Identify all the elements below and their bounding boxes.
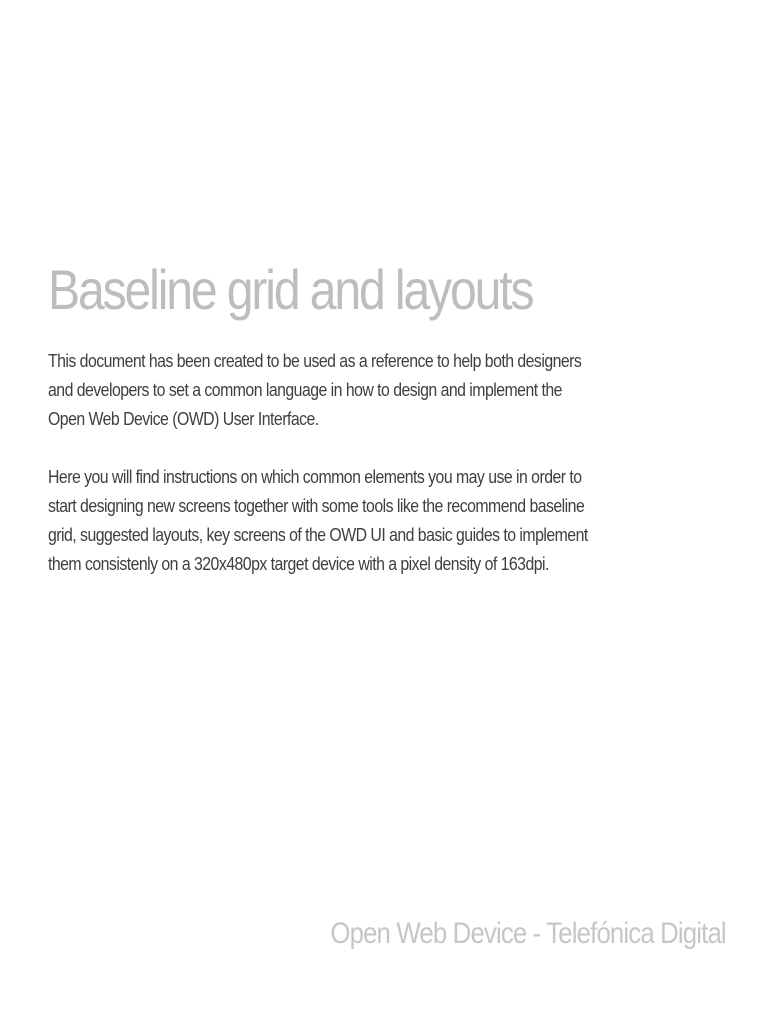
footer-brand: Open Web Device - Telefónica Digital xyxy=(330,917,726,950)
intro-paragraph: This document has been created to be used as a reference to help both designers and developers to set a common language in how to design and implement the Open Web Device (OWD) User Interface. xyxy=(48,351,582,429)
document-body xyxy=(48,347,602,608)
instructions-paragraph: Here you will find instructions on which common elements you may use in order to start designing new screens together with some tools like the recommend baseline grid, suggested layouts, key screens of the OWD UI and basic guides to implement them consistenly on a 320x480px target device with a pixel density of 163dpi. xyxy=(48,467,588,574)
page-title: Baseline grid and layouts xyxy=(48,258,533,321)
